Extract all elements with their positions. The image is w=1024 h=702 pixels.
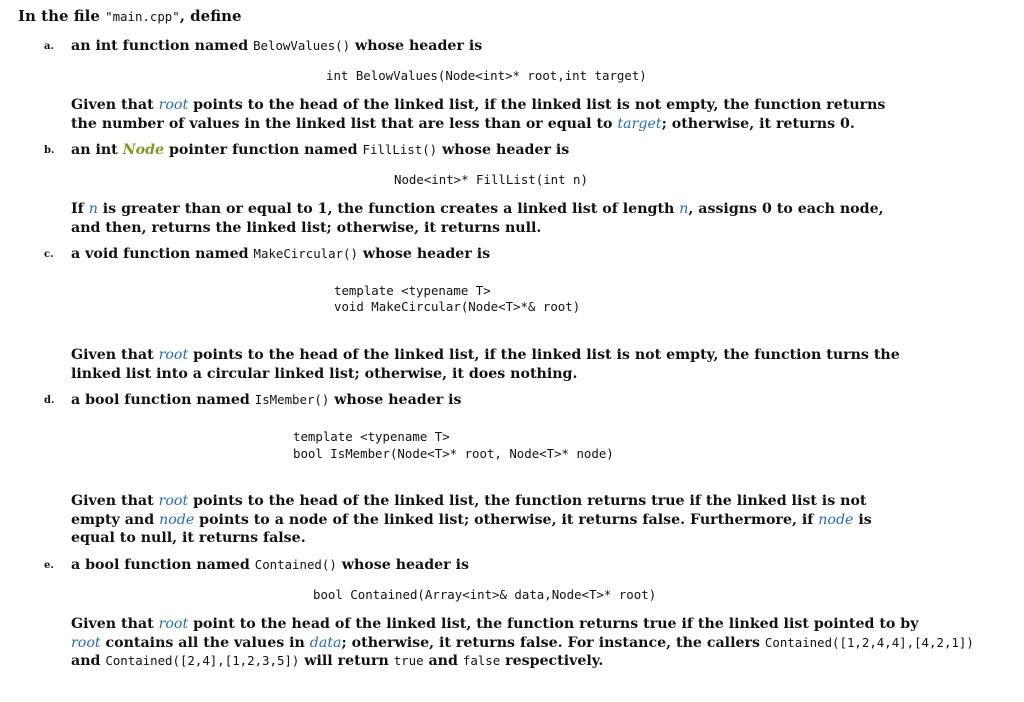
item-e-post: whose header is xyxy=(336,557,469,573)
item-a-code: int BelowValues(Node<int>* root,int target) xyxy=(326,68,647,83)
text: If xyxy=(71,201,89,217)
item-a-function-name: BelowValues() xyxy=(253,38,351,53)
intro-before: In the file xyxy=(18,7,106,25)
var-root: root xyxy=(71,634,101,651)
item-d-description xyxy=(71,492,946,548)
text: will return xyxy=(299,653,394,670)
item-d-code-line2: bool IsMember(Node<T>* root, Node<T>* node) xyxy=(293,446,614,461)
code-inline: Contained([2,4],[1,2,3,5]) xyxy=(105,653,300,669)
item-b-desc-line1 xyxy=(71,200,946,219)
item-b-code: Node<int>* FillList(int n) xyxy=(394,172,588,187)
item-e-function-name: Contained() xyxy=(254,557,337,572)
item-c-heading xyxy=(71,245,490,263)
item-b-desc-line2 xyxy=(71,219,946,238)
item-d-pre: a bool function named xyxy=(71,392,255,408)
var-node: node xyxy=(159,511,195,528)
text: points to the head of the linked list, if the linked list is not empty, the function returns xyxy=(188,97,886,113)
item-e-description xyxy=(71,615,974,671)
item-b-description xyxy=(71,200,946,237)
item-a-heading xyxy=(71,37,482,55)
var-n: n xyxy=(679,201,689,217)
text: is greater than or equal to 1, the function creates a linked list of length xyxy=(97,201,680,217)
item-e-desc-line2 xyxy=(71,634,974,653)
var-root: root xyxy=(158,97,189,113)
var-target: target xyxy=(617,115,662,132)
item-c-function-name: MakeCircular() xyxy=(253,246,358,261)
var-root: root xyxy=(158,493,189,509)
item-b-node-type: Node xyxy=(122,142,165,158)
code-inline: true xyxy=(393,653,424,669)
item-e-pre: a bool function named xyxy=(71,557,255,573)
item-c-letter: c. xyxy=(44,249,54,260)
intro-line xyxy=(18,6,242,27)
item-a-description xyxy=(71,96,946,133)
item-d-heading xyxy=(71,391,462,409)
code-inline: Contained([1,2,4,4],[4,2,1]) xyxy=(764,634,974,650)
text: respectively. xyxy=(500,653,604,670)
item-a-desc-line1 xyxy=(71,96,946,115)
item-c-pre: a void function named xyxy=(71,246,254,262)
intro-after: , define xyxy=(179,7,242,25)
text: points to a node of the linked list; otherwise, it returns false. Furthermore, if xyxy=(194,511,819,528)
item-d-desc-line3 xyxy=(71,529,946,548)
item-b-pre: an int xyxy=(71,142,123,158)
item-a-post: whose header is xyxy=(350,38,483,54)
item-c-post: whose header is xyxy=(357,246,491,262)
item-c-code-line2: void MakeCircular(Node<T>*& root) xyxy=(334,299,581,314)
var-root: root xyxy=(158,347,189,363)
item-d-letter: d. xyxy=(44,395,55,406)
item-c-code-line1: template <typename T> xyxy=(334,283,491,298)
text: points to the head of the linked list, if the linked list is not empty, the function turns the xyxy=(188,347,900,363)
text: points to the head of the linked list, the function returns true if the linked list is not xyxy=(188,493,867,509)
item-b-function-name: FillList() xyxy=(362,142,438,157)
code-inline: false xyxy=(462,653,501,669)
text: ; otherwise, it returns 0. xyxy=(661,115,855,132)
intro-filename: "main.cpp" xyxy=(105,9,180,24)
text: is xyxy=(853,511,872,528)
item-a-pre: an int function named xyxy=(71,38,254,54)
item-e-desc-line1 xyxy=(71,615,946,634)
item-e-desc-line3 xyxy=(71,652,946,671)
text: Given that xyxy=(71,347,159,363)
item-d-desc-line1 xyxy=(71,492,946,511)
item-b-mid: pointer function named xyxy=(164,142,363,158)
text: the number of values in the linked list that are less than or equal to xyxy=(71,115,618,132)
item-a-letter: a. xyxy=(44,41,54,52)
var-n: n xyxy=(88,201,98,217)
item-c-description xyxy=(71,346,946,383)
text: point to the head of the linked list, the function returns true if the linked list pointed to by xyxy=(188,616,919,632)
item-b-post: whose header is xyxy=(437,142,570,158)
text: and xyxy=(71,653,106,670)
text: , assigns 0 to each node, xyxy=(688,201,884,217)
var-node: node xyxy=(818,511,854,528)
item-c-desc-line2 xyxy=(71,365,946,384)
var-root: root xyxy=(158,616,189,632)
var-data: data xyxy=(309,634,342,651)
item-c-desc-line1 xyxy=(71,346,946,365)
item-b-heading xyxy=(71,141,569,159)
item-b-letter: b. xyxy=(44,145,55,156)
text: ; otherwise, it returns false. For instance, the callers xyxy=(341,634,765,651)
item-d-desc-line2 xyxy=(71,511,946,530)
item-e-heading xyxy=(71,556,469,574)
text: and xyxy=(423,653,463,670)
text: equal to null, it returns false. xyxy=(71,530,306,547)
text: empty and xyxy=(71,511,160,528)
text: linked list into a circular linked list; otherwise, it does nothing. xyxy=(71,365,578,382)
item-e-letter: e. xyxy=(44,560,54,571)
item-a-desc-line2 xyxy=(71,115,946,134)
text: and then, returns the linked list; otherwise, it returns null. xyxy=(71,219,542,236)
text: contains all the values in xyxy=(100,634,310,651)
item-d-code-line1: template <typename T> xyxy=(293,429,450,444)
item-e-code: bool Contained(Array<int>& data,Node<T>* root) xyxy=(313,587,657,602)
item-d-post: whose header is xyxy=(329,392,462,408)
item-d-function-name: IsMember() xyxy=(254,392,330,407)
text: Given that xyxy=(71,616,159,632)
text: Given that xyxy=(71,493,159,509)
text: Given that xyxy=(71,97,159,113)
